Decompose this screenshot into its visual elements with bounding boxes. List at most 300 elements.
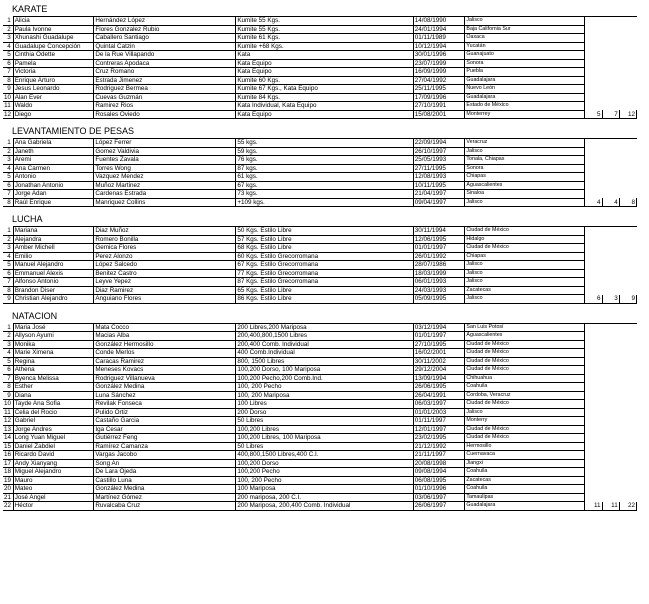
surname: De Lara Ojeda (94, 468, 236, 477)
row-number: 15 (3, 442, 13, 451)
table-row (3, 68, 637, 77)
surname: López Ferrer (94, 139, 236, 148)
empty-cell (584, 156, 602, 165)
table-row (3, 374, 637, 383)
table-row (3, 425, 637, 434)
empty-cell (602, 269, 619, 278)
first-name: Ricardo David (13, 451, 94, 460)
event: Kumite 61 Kgs. (236, 34, 413, 43)
row-number: 2 (3, 147, 13, 156)
birth-date: 26/06/1995 (413, 383, 465, 392)
state: Jalisco (465, 261, 584, 270)
surname: Diaz Muñoz (94, 227, 236, 236)
surname: Flores Gonzalez Rubio (94, 25, 236, 34)
table-row (3, 85, 637, 94)
birth-date: 27/10/1991 (413, 102, 465, 111)
table-row (3, 198, 637, 207)
event: 200 Libres,200 Mariposa (236, 323, 413, 332)
male-count: 11 (602, 502, 619, 511)
row-number: 5 (3, 173, 13, 182)
row-number: 2 (3, 235, 13, 244)
empty-cell (602, 434, 619, 443)
table-row (3, 139, 637, 148)
event: 50 Libres (236, 442, 413, 451)
event: 100, 200 Pecho (236, 383, 413, 392)
empty-cell (602, 357, 619, 366)
row-number: 7 (3, 278, 13, 287)
empty-cell (619, 357, 636, 366)
state: Guadalajara (465, 93, 584, 102)
empty-cell (584, 173, 602, 182)
event: 100 Mariposa (236, 485, 413, 494)
empty-cell (619, 164, 636, 173)
empty-cell (584, 476, 602, 485)
first-name: Celia del Rocio (13, 408, 94, 417)
table-row (3, 244, 637, 253)
event: 86 Kgs. Estilo Libre (236, 295, 413, 304)
row-number: 17 (3, 459, 13, 468)
surname: Ruvalcaba Cruz (94, 502, 236, 511)
state: Ciudad de México (465, 349, 584, 358)
empty-cell (619, 286, 636, 295)
first-name: Cinthia Odette (13, 51, 94, 60)
table-row (3, 34, 637, 43)
first-name: Gabriel (13, 417, 94, 426)
first-name: Aremi (13, 156, 94, 165)
birth-date: 09/08/1994 (413, 468, 465, 477)
event: 100,200 Dorso, 100 Mariposa (236, 366, 413, 375)
state: Ciudad de México (465, 400, 584, 409)
empty-cell (619, 269, 636, 278)
empty-cell (584, 190, 602, 199)
event: Kumite 60 Kgs. (236, 76, 413, 85)
first-name: Héctor (13, 502, 94, 511)
row-number: 9 (3, 295, 13, 304)
first-name: Mateo (13, 485, 94, 494)
birth-date: 22/09/1994 (413, 139, 465, 148)
empty-cell (619, 102, 636, 111)
empty-cell (584, 261, 602, 270)
birth-date: 29/12/2004 (413, 366, 465, 375)
row-number: 8 (3, 76, 13, 85)
surname: Caballero Santiago (94, 34, 236, 43)
empty-cell (584, 349, 602, 358)
empty-cell (619, 442, 636, 451)
row-number: 6 (3, 59, 13, 68)
state: Ciudad de México (465, 357, 584, 366)
empty-cell (584, 425, 602, 434)
empty-cell (602, 400, 619, 409)
empty-cell (584, 252, 602, 261)
empty-cell (619, 42, 636, 51)
surname: Meneses Kovacs (94, 366, 236, 375)
empty-cell (602, 417, 619, 426)
empty-cell (602, 34, 619, 43)
birth-date: 13/09/1994 (413, 374, 465, 383)
table-row (3, 261, 637, 270)
birth-date: 17/09/1996 (413, 93, 465, 102)
section-natacion (3, 310, 649, 511)
row-number: 8 (3, 286, 13, 295)
table-row (3, 93, 637, 102)
event: Kata Equipo (236, 59, 413, 68)
row-number: 2 (3, 25, 13, 34)
empty-cell (584, 332, 602, 341)
empty-cell (602, 485, 619, 494)
table-row (3, 391, 637, 400)
first-name: Byenca Melissa (13, 374, 94, 383)
empty-cell (619, 425, 636, 434)
first-name: Christian Alejandro (13, 295, 94, 304)
empty-cell (619, 493, 636, 502)
event: 87 kgs. (236, 164, 413, 173)
empty-cell (584, 244, 602, 253)
first-name: Maria José (13, 323, 94, 332)
birth-date: 09/04/1997 (413, 198, 465, 207)
row-number: 5 (3, 51, 13, 60)
empty-cell (584, 417, 602, 426)
row-number: 8 (3, 198, 13, 207)
event: Kumite 55 Kgs. (236, 25, 413, 34)
empty-cell (602, 261, 619, 270)
row-number: 6 (3, 181, 13, 190)
empty-cell (584, 181, 602, 190)
row-number: 12 (3, 110, 13, 119)
table-row (3, 366, 637, 375)
table-row (3, 164, 637, 173)
table-row (3, 173, 637, 182)
table-row (3, 147, 637, 156)
state: Aguascalientes (465, 181, 584, 190)
table-row (3, 383, 637, 392)
birth-date: 06/03/1997 (413, 400, 465, 409)
state: Veracruz (465, 139, 584, 148)
row-number: 4 (3, 252, 13, 261)
first-name: Mauro (13, 476, 94, 485)
state: San Luis Potosí (465, 323, 584, 332)
first-name: Paula Ivonne (13, 25, 94, 34)
surname: Perez Alonzo (94, 252, 236, 261)
table-row (3, 76, 637, 85)
event: 800, 1500 Libres (236, 357, 413, 366)
state: Jalisco (465, 147, 584, 156)
row-number: 13 (3, 425, 13, 434)
table-row (3, 42, 637, 51)
state: Hidalgo (465, 235, 584, 244)
empty-cell (602, 156, 619, 165)
empty-cell (619, 85, 636, 94)
empty-cell (584, 147, 602, 156)
birth-date: 18/03/1999 (413, 269, 465, 278)
event: 50 Kgs. Estilo Libre (236, 227, 413, 236)
birth-date: 30/01/1996 (413, 51, 465, 60)
first-name: Guadalupe Concepción (13, 42, 94, 51)
first-name: José Angel (13, 493, 94, 502)
surname: Fuentes Zavala (94, 156, 236, 165)
empty-cell (619, 485, 636, 494)
birth-date: 21/12/1992 (413, 442, 465, 451)
first-name: Allyson Ayumi (13, 332, 94, 341)
surname: Mata Cocco (94, 323, 236, 332)
birth-date: 23/02/1995 (413, 434, 465, 443)
first-name: Antonio (13, 173, 94, 182)
empty-cell (584, 340, 602, 349)
table-row (3, 451, 637, 460)
table-row (3, 434, 637, 443)
birth-date: 12/01/1997 (413, 425, 465, 434)
surname: Torres Wong (94, 164, 236, 173)
surname: Martínez Gómez (94, 493, 236, 502)
empty-cell (602, 17, 619, 26)
state: Coahuila (465, 468, 584, 477)
first-name: Jesus Leonardo (13, 85, 94, 94)
state: Chiapas (465, 173, 584, 182)
empty-cell (584, 102, 602, 111)
surname: Leyve Yepez (94, 278, 236, 287)
empty-cell (619, 156, 636, 165)
surname: Diaz Ramirez (94, 286, 236, 295)
event: 61 kgs. (236, 173, 413, 182)
empty-cell (584, 357, 602, 366)
row-number: 4 (3, 349, 13, 358)
event: 77 Kgs. Estilo Grecorromana (236, 269, 413, 278)
state: Coahuila (465, 383, 584, 392)
female-count: 11 (584, 502, 602, 511)
birth-date: 27/04/1992 (413, 76, 465, 85)
empty-cell (584, 164, 602, 173)
row-number: 6 (3, 269, 13, 278)
empty-cell (602, 252, 619, 261)
section-karate (3, 3, 649, 119)
table-row (3, 459, 637, 468)
state: Sonora (465, 59, 584, 68)
empty-cell (602, 286, 619, 295)
state: Guadalajara (465, 76, 584, 85)
table-row (3, 59, 637, 68)
total-count: 22 (619, 502, 636, 511)
event: 100, 200 Pecho (236, 476, 413, 485)
row-number: 3 (3, 340, 13, 349)
row-number: 21 (3, 493, 13, 502)
empty-cell (602, 102, 619, 111)
event: 100, 200 Mariposa (236, 391, 413, 400)
state: Zacatecas (465, 286, 584, 295)
empty-cell (602, 340, 619, 349)
table-row (3, 357, 637, 366)
first-name: Andy Xianyang (13, 459, 94, 468)
row-number: 10 (3, 400, 13, 409)
row-number: 1 (3, 227, 13, 236)
state: Chihuahua (465, 374, 584, 383)
empty-cell (619, 139, 636, 148)
empty-cell (619, 227, 636, 236)
empty-cell (619, 349, 636, 358)
event: 200 mariposa, 200 C.I. (236, 493, 413, 502)
row-number: 1 (3, 139, 13, 148)
surname: Conde Merlos (94, 349, 236, 358)
birth-date: 21/11/1997 (413, 451, 465, 460)
empty-cell (602, 235, 619, 244)
table-row (3, 442, 637, 451)
empty-cell (602, 76, 619, 85)
row-number: 3 (3, 34, 13, 43)
empty-cell (619, 173, 636, 182)
birth-date: 03/12/1994 (413, 323, 465, 332)
state: Monterry (465, 417, 584, 426)
event: 67 Kgs. Estilo Grecorromana (236, 261, 413, 270)
table-row (3, 25, 637, 34)
table-row (3, 502, 637, 511)
female-count: 6 (584, 295, 602, 304)
birth-date: 21/04/1997 (413, 190, 465, 199)
row-number: 18 (3, 468, 13, 477)
section-title: LUCHA (12, 214, 43, 224)
state: Oaxaca (465, 34, 584, 43)
surname: Rodriguez Bermea (94, 85, 236, 94)
empty-cell (602, 425, 619, 434)
event: +109 kgs. (236, 198, 413, 207)
empty-cell (584, 366, 602, 375)
empty-cell (602, 42, 619, 51)
first-name: Diana (13, 391, 94, 400)
event: 100,200 Libres (236, 425, 413, 434)
empty-cell (602, 181, 619, 190)
table-row (3, 51, 637, 60)
table-row (3, 408, 637, 417)
first-name: Diego (13, 110, 94, 119)
surname: Ramirez Rios (94, 102, 236, 111)
first-name: Alan Ever (13, 93, 94, 102)
empty-cell (602, 323, 619, 332)
state: Jalisco (465, 408, 584, 417)
empty-cell (619, 76, 636, 85)
state: Ciudad de México (465, 340, 584, 349)
table-row (3, 227, 637, 236)
birth-date: 16/02/2001 (413, 349, 465, 358)
birth-date: 01/10/1996 (413, 485, 465, 494)
surname: Vazquez Mendez (94, 173, 236, 182)
total-count: 9 (619, 295, 636, 304)
empty-cell (584, 93, 602, 102)
row-number: 16 (3, 451, 13, 460)
empty-cell (602, 173, 619, 182)
row-number: 9 (3, 391, 13, 400)
birth-date: 15/08/2001 (413, 110, 465, 119)
table-row (3, 278, 637, 287)
event: 400 Comb.Individual (236, 349, 413, 358)
row-number: 22 (3, 502, 13, 511)
birth-date: 20/08/1998 (413, 459, 465, 468)
empty-cell (602, 408, 619, 417)
empty-cell (619, 244, 636, 253)
empty-cell (602, 442, 619, 451)
empty-cell (602, 391, 619, 400)
table-row (3, 349, 637, 358)
event: Kata Individual, Kata Equipo (236, 102, 413, 111)
birth-date: 06/01/1993 (413, 278, 465, 287)
empty-cell (619, 323, 636, 332)
birth-date: 01/01/1997 (413, 244, 465, 253)
event: 57 Kgs. Estilo Libre (236, 235, 413, 244)
empty-cell (619, 17, 636, 26)
event: Kumite +68 Kgs. (236, 42, 413, 51)
birth-date: 03/06/1997 (413, 493, 465, 502)
empty-cell (602, 476, 619, 485)
birth-date: 25/11/1995 (413, 85, 465, 94)
first-name: Daniel Zabdiel (13, 442, 94, 451)
state: Estado de México (465, 102, 584, 111)
empty-cell (619, 383, 636, 392)
empty-cell (584, 323, 602, 332)
empty-cell (602, 190, 619, 199)
empty-cell (602, 139, 619, 148)
empty-cell (619, 235, 636, 244)
first-name: Jorge Adan (13, 190, 94, 199)
state: Ciudad de México (465, 434, 584, 443)
birth-date: 23/07/1999 (413, 59, 465, 68)
row-number: 3 (3, 156, 13, 165)
birth-date: 24/03/1993 (413, 286, 465, 295)
row-number: 4 (3, 164, 13, 173)
row-number: 9 (3, 85, 13, 94)
section-levantamiento-de-pesas (3, 125, 649, 207)
birth-date: 24/01/1994 (413, 25, 465, 34)
empty-cell (602, 147, 619, 156)
female-count: 5 (584, 110, 602, 119)
state: Cordoba, Veracruz (465, 391, 584, 400)
female-count: 4 (584, 198, 602, 207)
empty-cell (584, 85, 602, 94)
first-name: Pamela (13, 59, 94, 68)
birth-date: 16/09/1999 (413, 68, 465, 77)
birth-date: 14/08/1990 (413, 17, 465, 26)
surname: Manriquez Collins (94, 198, 236, 207)
row-number: 2 (3, 332, 13, 341)
state: Ciudad de México (465, 366, 584, 375)
state: Ciudad de México (465, 227, 584, 236)
table-row (3, 417, 637, 426)
surname: Romero Bonilla (94, 235, 236, 244)
surname: Cardenas Estrada (94, 190, 236, 199)
empty-cell (619, 59, 636, 68)
surname: Ramírez Camanza (94, 442, 236, 451)
row-number: 7 (3, 190, 13, 199)
surname: Benitez Castro (94, 269, 236, 278)
birth-date: 30/11/1994 (413, 227, 465, 236)
state: Guadalajara (465, 502, 584, 511)
empty-cell (584, 227, 602, 236)
state: Monterrey (465, 110, 584, 119)
empty-cell (619, 261, 636, 270)
event: Kata (236, 51, 413, 60)
table-row (3, 332, 637, 341)
surname: Castillo Luna (94, 476, 236, 485)
empty-cell (619, 252, 636, 261)
empty-cell (602, 366, 619, 375)
empty-cell (584, 391, 602, 400)
event: 68 Kgs. Estilo Libre (236, 244, 413, 253)
row-number: 4 (3, 42, 13, 51)
birth-date: 01/11/1989 (413, 34, 465, 43)
surname: Quintal Catzin (94, 42, 236, 51)
first-name: Long Yuan Miguel (13, 434, 94, 443)
row-number: 11 (3, 102, 13, 111)
empty-cell (619, 147, 636, 156)
empty-cell (619, 340, 636, 349)
empty-cell (602, 164, 619, 173)
event: Kata Equipo (236, 110, 413, 119)
row-number: 14 (3, 434, 13, 443)
